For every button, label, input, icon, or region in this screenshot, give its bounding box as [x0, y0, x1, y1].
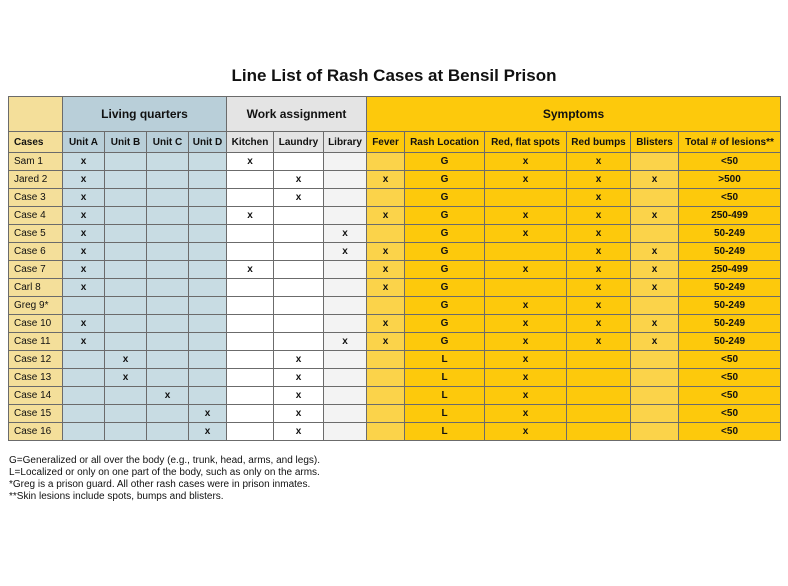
cell-fever — [367, 351, 405, 369]
cell-red-flat-spots: x — [485, 351, 567, 369]
case-name-cell: Case 10 — [9, 315, 63, 333]
cell-red-bumps: x — [567, 207, 631, 225]
cell-library: x — [324, 333, 367, 351]
cell-unit-d — [189, 189, 227, 207]
case-name-cell: Case 12 — [9, 351, 63, 369]
cell-rash-location: G — [405, 297, 485, 315]
cell-laundry — [274, 315, 324, 333]
cell-unit-b — [105, 387, 147, 405]
case-name-cell: Case 3 — [9, 189, 63, 207]
column-header-fever: Fever — [367, 132, 405, 153]
cell-red-flat-spots: x — [485, 387, 567, 405]
table-row — [9, 243, 781, 261]
cell-kitchen — [227, 369, 274, 387]
cell-library — [324, 171, 367, 189]
column-header-blisters: Blisters — [631, 132, 679, 153]
table-title: Line List of Rash Cases at Bensil Prison — [231, 66, 557, 85]
footnote-line: L=Localized or only on one part of the body, such as only on the arms. — [9, 467, 320, 478]
cell-red-bumps: x — [567, 333, 631, 351]
cell-unit-b — [105, 243, 147, 261]
cell-library — [324, 405, 367, 423]
cell-fever: x — [367, 261, 405, 279]
case-name-cell: Jared 2 — [9, 171, 63, 189]
cell-kitchen — [227, 189, 274, 207]
cell-blisters: x — [631, 315, 679, 333]
case-name-cell: Case 6 — [9, 243, 63, 261]
cell-laundry — [274, 207, 324, 225]
cell-library: x — [324, 243, 367, 261]
cell-laundry — [274, 261, 324, 279]
cell-kitchen — [227, 405, 274, 423]
table-row — [9, 387, 781, 405]
cell-blisters — [631, 423, 679, 441]
cell-unit-c — [147, 171, 189, 189]
cell-red-flat-spots: x — [485, 423, 567, 441]
table-row — [9, 207, 781, 225]
cell-unit-c — [147, 225, 189, 243]
cell-red-flat-spots: x — [485, 297, 567, 315]
cell-unit-c — [147, 207, 189, 225]
cell-unit-b — [105, 261, 147, 279]
case-name-cell: Case 15 — [9, 405, 63, 423]
cell-unit-d — [189, 171, 227, 189]
cell-library — [324, 351, 367, 369]
cell-red-bumps: x — [567, 189, 631, 207]
cell-library — [324, 279, 367, 297]
rash-line-list-table — [8, 96, 781, 441]
cell-fever: x — [367, 279, 405, 297]
cell-unit-a: x — [63, 261, 105, 279]
cell-fever — [367, 387, 405, 405]
column-header-total-lesions: Total # of lesions** — [679, 132, 781, 153]
cell-red-flat-spots — [485, 279, 567, 297]
cell-laundry: x — [274, 189, 324, 207]
cell-total-lesions: <50 — [679, 423, 781, 441]
cell-red-flat-spots: x — [485, 225, 567, 243]
column-header-cases: Cases — [9, 132, 63, 153]
cell-fever — [367, 423, 405, 441]
cell-total-lesions: <50 — [679, 387, 781, 405]
column-header-library: Library — [324, 132, 367, 153]
group-header-work: Work assignment — [227, 97, 367, 132]
cell-unit-b — [105, 333, 147, 351]
cell-unit-a: x — [63, 189, 105, 207]
cell-unit-d — [189, 261, 227, 279]
footnote-line: **Skin lesions include spots, bumps and blisters. — [9, 491, 224, 502]
cell-laundry — [274, 153, 324, 171]
cell-kitchen: x — [227, 153, 274, 171]
cell-rash-location: G — [405, 207, 485, 225]
cell-kitchen: x — [227, 207, 274, 225]
cell-red-bumps — [567, 423, 631, 441]
cell-total-lesions: <50 — [679, 189, 781, 207]
cell-total-lesions: 50-249 — [679, 225, 781, 243]
cell-total-lesions: <50 — [679, 369, 781, 387]
table-row — [9, 279, 781, 297]
cell-red-bumps: x — [567, 171, 631, 189]
cell-unit-d — [189, 333, 227, 351]
cell-fever — [367, 297, 405, 315]
cell-laundry — [274, 333, 324, 351]
cell-laundry — [274, 225, 324, 243]
cell-red-bumps — [567, 387, 631, 405]
cell-laundry: x — [274, 369, 324, 387]
cell-blisters — [631, 153, 679, 171]
cell-unit-d — [189, 279, 227, 297]
cell-rash-location: L — [405, 351, 485, 369]
cell-rash-location: G — [405, 333, 485, 351]
cell-rash-location: G — [405, 153, 485, 171]
cell-unit-c — [147, 279, 189, 297]
cell-unit-d — [189, 369, 227, 387]
cell-library — [324, 189, 367, 207]
cell-total-lesions: <50 — [679, 405, 781, 423]
cell-unit-c — [147, 423, 189, 441]
cell-unit-d: x — [189, 423, 227, 441]
cell-laundry: x — [274, 387, 324, 405]
group-header-symptoms: Symptoms — [367, 97, 781, 132]
cell-unit-a: x — [63, 243, 105, 261]
cell-kitchen — [227, 423, 274, 441]
cell-kitchen — [227, 315, 274, 333]
cell-blisters — [631, 297, 679, 315]
cell-kitchen: x — [227, 261, 274, 279]
cell-unit-a — [63, 297, 105, 315]
cell-unit-d — [189, 315, 227, 333]
footnote-line: G=Generalized or all over the body (e.g., trunk, head, arms, and legs). — [9, 455, 320, 466]
cell-unit-b — [105, 207, 147, 225]
cell-total-lesions: <50 — [679, 351, 781, 369]
cell-unit-b — [105, 171, 147, 189]
cell-rash-location: G — [405, 243, 485, 261]
table-row — [9, 297, 781, 315]
cell-red-flat-spots — [485, 189, 567, 207]
table-row — [9, 405, 781, 423]
cell-unit-d — [189, 387, 227, 405]
case-name-cell: Case 14 — [9, 387, 63, 405]
cell-rash-location: G — [405, 279, 485, 297]
cell-fever — [367, 225, 405, 243]
cell-library — [324, 387, 367, 405]
cell-rash-location: G — [405, 171, 485, 189]
cell-fever: x — [367, 207, 405, 225]
cell-unit-a — [63, 387, 105, 405]
cell-kitchen — [227, 243, 274, 261]
cell-unit-a: x — [63, 207, 105, 225]
cell-unit-c: x — [147, 387, 189, 405]
cell-red-bumps: x — [567, 225, 631, 243]
case-name-cell: Case 7 — [9, 261, 63, 279]
cell-unit-b — [105, 153, 147, 171]
case-name-cell: Case 16 — [9, 423, 63, 441]
cell-red-flat-spots: x — [485, 153, 567, 171]
cell-laundry — [274, 297, 324, 315]
table-row — [9, 189, 781, 207]
group-header-blank — [9, 97, 63, 132]
table-row — [9, 171, 781, 189]
cell-laundry: x — [274, 171, 324, 189]
cell-kitchen — [227, 171, 274, 189]
table-row — [9, 369, 781, 387]
table-row — [9, 153, 781, 171]
cell-library — [324, 207, 367, 225]
cell-rash-location: G — [405, 261, 485, 279]
cell-laundry — [274, 279, 324, 297]
cell-rash-location: L — [405, 423, 485, 441]
column-header-kitchen: Kitchen — [227, 132, 274, 153]
cell-red-flat-spots: x — [485, 207, 567, 225]
cell-unit-d — [189, 153, 227, 171]
cell-unit-c — [147, 405, 189, 423]
cell-library — [324, 297, 367, 315]
cell-unit-c — [147, 261, 189, 279]
case-name-cell: Case 11 — [9, 333, 63, 351]
footnote-line: *Greg is a prison guard. All other rash cases were in prison inmates. — [9, 479, 311, 490]
cell-unit-b — [105, 225, 147, 243]
cell-laundry: x — [274, 405, 324, 423]
cell-rash-location: L — [405, 369, 485, 387]
cell-total-lesions: 50-249 — [679, 243, 781, 261]
column-header-unit-b: Unit B — [105, 132, 147, 153]
cell-unit-b — [105, 189, 147, 207]
cell-red-bumps: x — [567, 297, 631, 315]
cell-unit-d — [189, 297, 227, 315]
column-header-unit-a: Unit A — [63, 132, 105, 153]
table-row — [9, 333, 781, 351]
group-header-living: Living quarters — [63, 97, 227, 132]
cell-blisters — [631, 405, 679, 423]
cell-unit-d: x — [189, 405, 227, 423]
table-row — [9, 261, 781, 279]
cell-unit-b: x — [105, 369, 147, 387]
cell-red-bumps: x — [567, 279, 631, 297]
cell-unit-b — [105, 279, 147, 297]
cell-kitchen — [227, 279, 274, 297]
cell-unit-c — [147, 369, 189, 387]
cell-unit-d — [189, 243, 227, 261]
cell-unit-a — [63, 405, 105, 423]
cell-laundry: x — [274, 351, 324, 369]
cell-unit-d — [189, 225, 227, 243]
cell-kitchen — [227, 351, 274, 369]
cell-kitchen — [227, 297, 274, 315]
cell-unit-a: x — [63, 171, 105, 189]
case-name-cell: Case 13 — [9, 369, 63, 387]
column-header-red-flat-spots: Red, flat spots — [485, 132, 567, 153]
column-header-row — [9, 132, 781, 153]
cell-fever — [367, 369, 405, 387]
cell-unit-a: x — [63, 279, 105, 297]
cell-total-lesions: <50 — [679, 153, 781, 171]
cell-library — [324, 261, 367, 279]
cell-unit-b — [105, 315, 147, 333]
cell-blisters: x — [631, 243, 679, 261]
cell-total-lesions: 50-249 — [679, 297, 781, 315]
cell-fever: x — [367, 333, 405, 351]
case-name-cell: Greg 9* — [9, 297, 63, 315]
case-name-cell: Case 4 — [9, 207, 63, 225]
cell-blisters: x — [631, 207, 679, 225]
cell-red-bumps: x — [567, 315, 631, 333]
cell-blisters — [631, 369, 679, 387]
cell-library: x — [324, 225, 367, 243]
cell-fever — [367, 153, 405, 171]
cell-blisters — [631, 225, 679, 243]
cell-unit-c — [147, 333, 189, 351]
cell-unit-b — [105, 405, 147, 423]
column-header-rash-location: Rash Location — [405, 132, 485, 153]
cell-library — [324, 423, 367, 441]
cell-blisters: x — [631, 261, 679, 279]
cell-red-bumps — [567, 369, 631, 387]
cell-total-lesions: >500 — [679, 171, 781, 189]
cell-kitchen — [227, 387, 274, 405]
cell-total-lesions: 50-249 — [679, 279, 781, 297]
cell-rash-location: G — [405, 225, 485, 243]
table-row — [9, 315, 781, 333]
cell-rash-location: L — [405, 387, 485, 405]
case-name-cell: Sam 1 — [9, 153, 63, 171]
cell-unit-a — [63, 351, 105, 369]
cell-library — [324, 153, 367, 171]
cell-fever — [367, 405, 405, 423]
cell-red-flat-spots: x — [485, 315, 567, 333]
cell-red-bumps: x — [567, 153, 631, 171]
cell-blisters — [631, 189, 679, 207]
column-header-unit-c: Unit C — [147, 132, 189, 153]
cell-unit-a: x — [63, 315, 105, 333]
cell-red-bumps — [567, 405, 631, 423]
column-header-red-bumps: Red bumps — [567, 132, 631, 153]
cell-red-flat-spots: x — [485, 171, 567, 189]
cell-total-lesions: 250-499 — [679, 261, 781, 279]
table-row — [9, 351, 781, 369]
cell-unit-d — [189, 207, 227, 225]
cell-total-lesions: 250-499 — [679, 207, 781, 225]
cell-unit-b — [105, 297, 147, 315]
cell-unit-a: x — [63, 153, 105, 171]
cell-blisters — [631, 387, 679, 405]
cell-unit-d — [189, 351, 227, 369]
cell-unit-b — [105, 423, 147, 441]
cell-laundry — [274, 243, 324, 261]
cell-kitchen — [227, 333, 274, 351]
cell-blisters: x — [631, 333, 679, 351]
cell-fever — [367, 189, 405, 207]
cell-red-flat-spots: x — [485, 261, 567, 279]
cell-red-flat-spots: x — [485, 369, 567, 387]
cell-red-flat-spots: x — [485, 333, 567, 351]
cell-unit-c — [147, 153, 189, 171]
cell-blisters — [631, 351, 679, 369]
cell-unit-c — [147, 189, 189, 207]
cell-fever: x — [367, 243, 405, 261]
cell-red-bumps — [567, 351, 631, 369]
cell-unit-c — [147, 243, 189, 261]
cell-rash-location: G — [405, 315, 485, 333]
footnotes — [9, 455, 320, 503]
cell-fever: x — [367, 315, 405, 333]
cell-unit-c — [147, 315, 189, 333]
cell-rash-location: L — [405, 405, 485, 423]
column-header-unit-d: Unit D — [189, 132, 227, 153]
table-row — [9, 423, 781, 441]
cell-blisters: x — [631, 279, 679, 297]
table-row — [9, 225, 781, 243]
cell-red-bumps: x — [567, 243, 631, 261]
cell-unit-b: x — [105, 351, 147, 369]
cell-fever: x — [367, 171, 405, 189]
column-header-laundry: Laundry — [274, 132, 324, 153]
cell-rash-location: G — [405, 189, 485, 207]
cell-red-flat-spots — [485, 243, 567, 261]
cell-library — [324, 315, 367, 333]
cell-red-flat-spots: x — [485, 405, 567, 423]
cell-library — [324, 369, 367, 387]
cell-red-bumps: x — [567, 261, 631, 279]
cell-total-lesions: 50-249 — [679, 333, 781, 351]
cell-blisters: x — [631, 171, 679, 189]
case-name-cell: Case 5 — [9, 225, 63, 243]
cell-unit-a — [63, 369, 105, 387]
cell-unit-c — [147, 351, 189, 369]
cell-unit-c — [147, 297, 189, 315]
cell-unit-a: x — [63, 333, 105, 351]
case-name-cell: Carl 8 — [9, 279, 63, 297]
cell-total-lesions: 50-249 — [679, 315, 781, 333]
cell-unit-a: x — [63, 225, 105, 243]
cell-kitchen — [227, 225, 274, 243]
cell-unit-a — [63, 423, 105, 441]
cell-laundry: x — [274, 423, 324, 441]
